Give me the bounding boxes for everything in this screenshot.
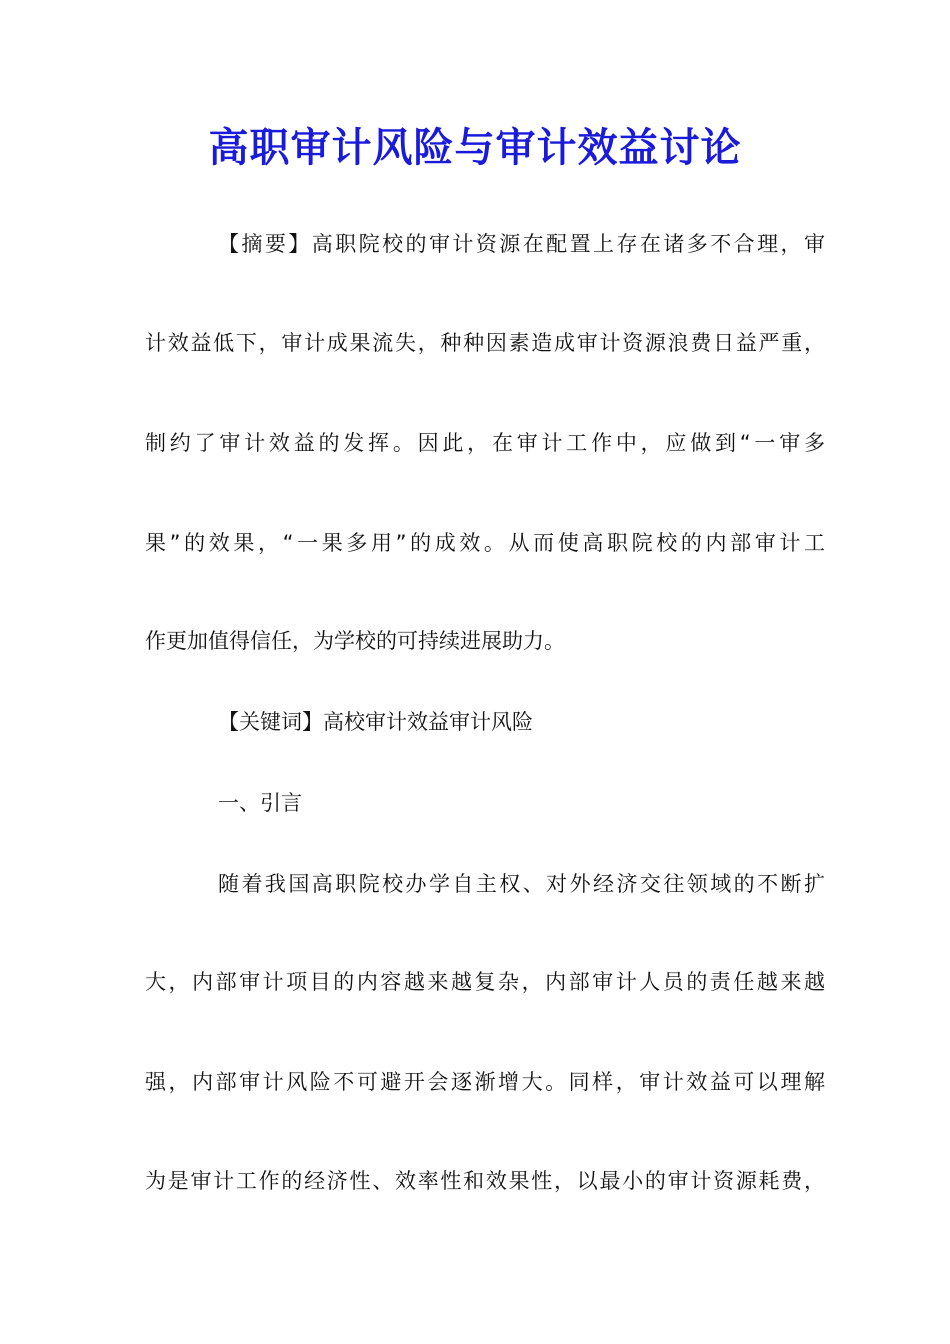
- abstract-line: 制约了审计效益的发挥。因此，在审计工作中，应做到“一审多: [145, 431, 825, 455]
- document-title: 高职审计风险与审计效益讨论: [208, 124, 742, 171]
- section-heading: 一、引言: [218, 791, 302, 815]
- abstract-line: 果”的效果，“一果多用”的成效。从而使高职院校的内部审计工: [145, 531, 825, 555]
- keywords-line: 【关键词】高校审计效益审计风险: [218, 710, 533, 734]
- abstract-line: 作更加值得信任，为学校的可持续进展助力。: [145, 629, 565, 653]
- abstract-line: 计效益低下，审计成果流失，种种因素造成审计资源浪费日益严重，: [145, 331, 825, 355]
- body-line: 大，内部审计项目的内容越来越复杂，内部审计人员的责任越来越: [145, 970, 825, 994]
- body-line: 随着我国高职院校办学自主权、对外经济交往领域的不断扩: [218, 872, 825, 896]
- body-line: 为是审计工作的经济性、效率性和效果性，以最小的审计资源耗费，: [145, 1169, 825, 1193]
- body-line: 强，内部审计风险不可避开会逐渐增大。同样，审计效益可以理解: [145, 1070, 825, 1094]
- abstract-line: 【摘要】高职院校的审计资源在配置上存在诸多不合理，审: [218, 232, 825, 256]
